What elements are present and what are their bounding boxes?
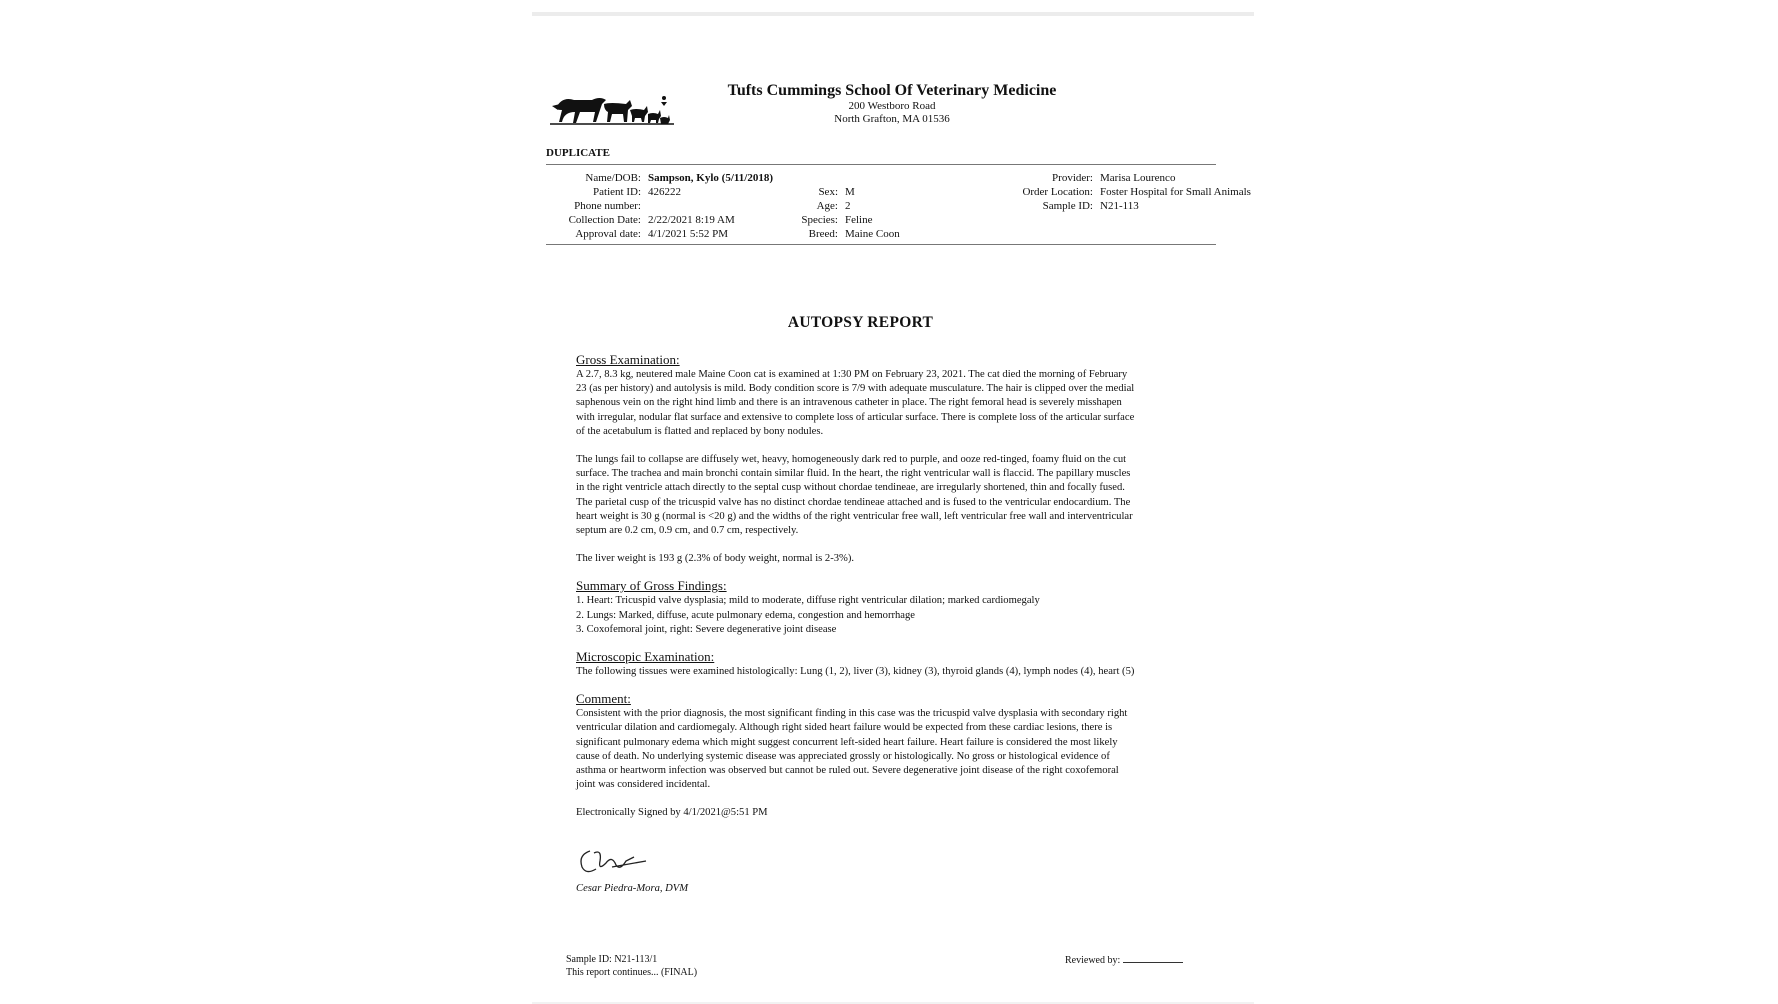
electronic-signature-line: Electronically Signed by 4/1/2021@5:51 PM	[576, 807, 768, 819]
patient-info-middle	[778, 171, 900, 241]
summary-item-3: 3. Coxofemoral joint, right: Severe degenerative joint disease	[576, 623, 837, 635]
patient-id-value: 426222	[648, 186, 681, 198]
report-body	[576, 352, 1136, 896]
gross-exam-heading: Gross Examination:	[576, 352, 680, 367]
animals-logo-icon	[550, 88, 674, 128]
approval-date-label: Approval date:	[575, 228, 641, 240]
summary-item-1: 1. Heart: Tricuspid valve dysplasia; mild to moderate, diffuse right ventricular dilation; marked cardiomegaly	[576, 595, 1040, 607]
comment-text: Consistent with the prior diagnosis, the most significant finding in this case was the tricuspid valve dysplasia with secondary right ventricular dilation and cardiomegaly. Although right sided heart failure would be expected from these cardiac lesions, there is significant pulmonary edema which might suggest concurrent left-sided heart failure. Heart failure is considered the most likely cause of death. No underlying systemic disease was appreciated grossly or histologically. No gross or histological evidence of asthma or heartworm infection was observed but cannot be ruled out. Severe degenerative joint disease of the right coxofemoral joint was considered incidental.	[576, 708, 1128, 791]
duplicate-label: DUPLICATE	[546, 147, 610, 159]
sex-label: Sex:	[818, 186, 838, 198]
footer-sample-id-label: Sample ID:	[566, 954, 612, 965]
age-label: Age:	[816, 200, 838, 212]
signer-name: Cesar Piedra-Mora, DVM	[576, 882, 689, 894]
patient-info-left	[552, 171, 773, 241]
sample-id-label: Sample ID:	[1042, 200, 1093, 212]
phone-label: Phone number:	[574, 200, 641, 212]
summary-heading: Summary of Gross Findings:	[576, 578, 727, 594]
summary-item-2: 2. Lungs: Marked, diffuse, acute pulmonary edema, congestion and hemorrhage	[576, 609, 915, 621]
provider-label: Provider:	[1052, 172, 1093, 184]
institution-name: Tufts Cummings School Of Veterinary Medicine	[727, 82, 1057, 99]
patient-info-right	[970, 171, 1251, 213]
comment-heading: Comment:	[576, 691, 631, 707]
institution-address-1: 200 Westboro Road	[848, 100, 936, 112]
footer-sample-id-value: N21-113/1	[614, 954, 658, 965]
footer-left	[566, 953, 697, 979]
institution-address-2: North Grafton, MA 01536	[834, 113, 950, 125]
report-continues-text: This report continues... (FINAL)	[566, 967, 698, 978]
provider-value: Marisa Lourenco	[1100, 172, 1176, 184]
microscopic-text: The following tissues were examined histologically: Lung (1, 2), liver (3), kidney (3), thyroid glands (4), lymph nodes (4), heart (5)	[576, 666, 1135, 678]
info-divider	[546, 244, 1216, 245]
institution-header	[692, 82, 1092, 126]
breed-label: Breed:	[808, 228, 838, 240]
phone-value	[641, 199, 648, 213]
patient-id-label: Patient ID:	[593, 186, 641, 198]
name-dob-value: Sampson, Kylo (5/11/2018)	[648, 172, 773, 184]
breed-value: Maine Coon	[845, 228, 900, 240]
approval-date-value: 4/1/2021 5:52 PM	[648, 228, 729, 240]
gross-exam-paragraph-3: The liver weight is 193 g (2.3% of body weight, normal is 2-3%).	[576, 553, 855, 565]
name-dob-label: Name/DOB:	[585, 172, 641, 184]
footer-right	[1065, 953, 1183, 967]
age-value: 2	[845, 200, 851, 212]
report-title: AUTOPSY REPORT	[787, 314, 934, 331]
species-label: Species:	[801, 214, 838, 226]
signature-icon	[576, 843, 656, 877]
sample-id-value: N21-113	[1100, 200, 1139, 212]
header-divider	[546, 164, 1216, 165]
order-location-label: Order Location:	[1022, 186, 1093, 198]
reviewed-by-label: Reviewed by:	[1065, 955, 1121, 966]
microscopic-heading: Microscopic Examination:	[576, 649, 715, 665]
order-location-value: Foster Hospital for Small Animals	[1100, 186, 1251, 198]
collection-date-value: 2/22/2021 8:19 AM	[648, 214, 735, 226]
sex-value: M	[845, 186, 855, 198]
collection-date-label: Collection Date:	[568, 214, 641, 226]
gross-exam-paragraph-2: The lungs fail to collapse are diffusely wet, heavy, homogeneously dark red to purple, and ooze red-tinged, foamy fluid on the cut surface. The trachea and main bronchi contain similar fluid. In the heart, the right ventricular wall is flaccid. The papillary muscles in the right ventricle attach directly to the septal cusp without chordae tendineae, are irregularly shortened, thin and focally fused. The parietal cusp of the tricuspid valve has no distinct chordae tendineae attached and is fused to the ventricular endocardium. The heart weight is 30 g (normal is <20 g) and the widths of the right ventricular free wall, left ventricular free wall and interventricular septum are 0.2 cm, 0.9 cm, and 0.7 cm, respectively.	[576, 454, 1133, 537]
gross-exam-paragraph-1: A 2.7, 8.3 kg, neutered male Maine Coon cat is examined at 1:30 PM on February 23, 2021. The cat died the morning of February 23 (as per history) and autolysis is mild. Body condition score is 7/9 with adequate musculature. The hair is clipped over the medial saphenous vein on the right hind limb and there is an intravenous catheter in place. The right femoral head is severely misshapen with irregular, nodular flat surface and extensive to complete loss of articular surface. There is complete loss of the articular surface of the acetabulum is flatted and replaced by bony nodules.	[576, 369, 1135, 437]
species-value: Feline	[845, 214, 873, 226]
reviewed-by-blank	[1123, 953, 1183, 963]
report-page	[532, 12, 1254, 1004]
